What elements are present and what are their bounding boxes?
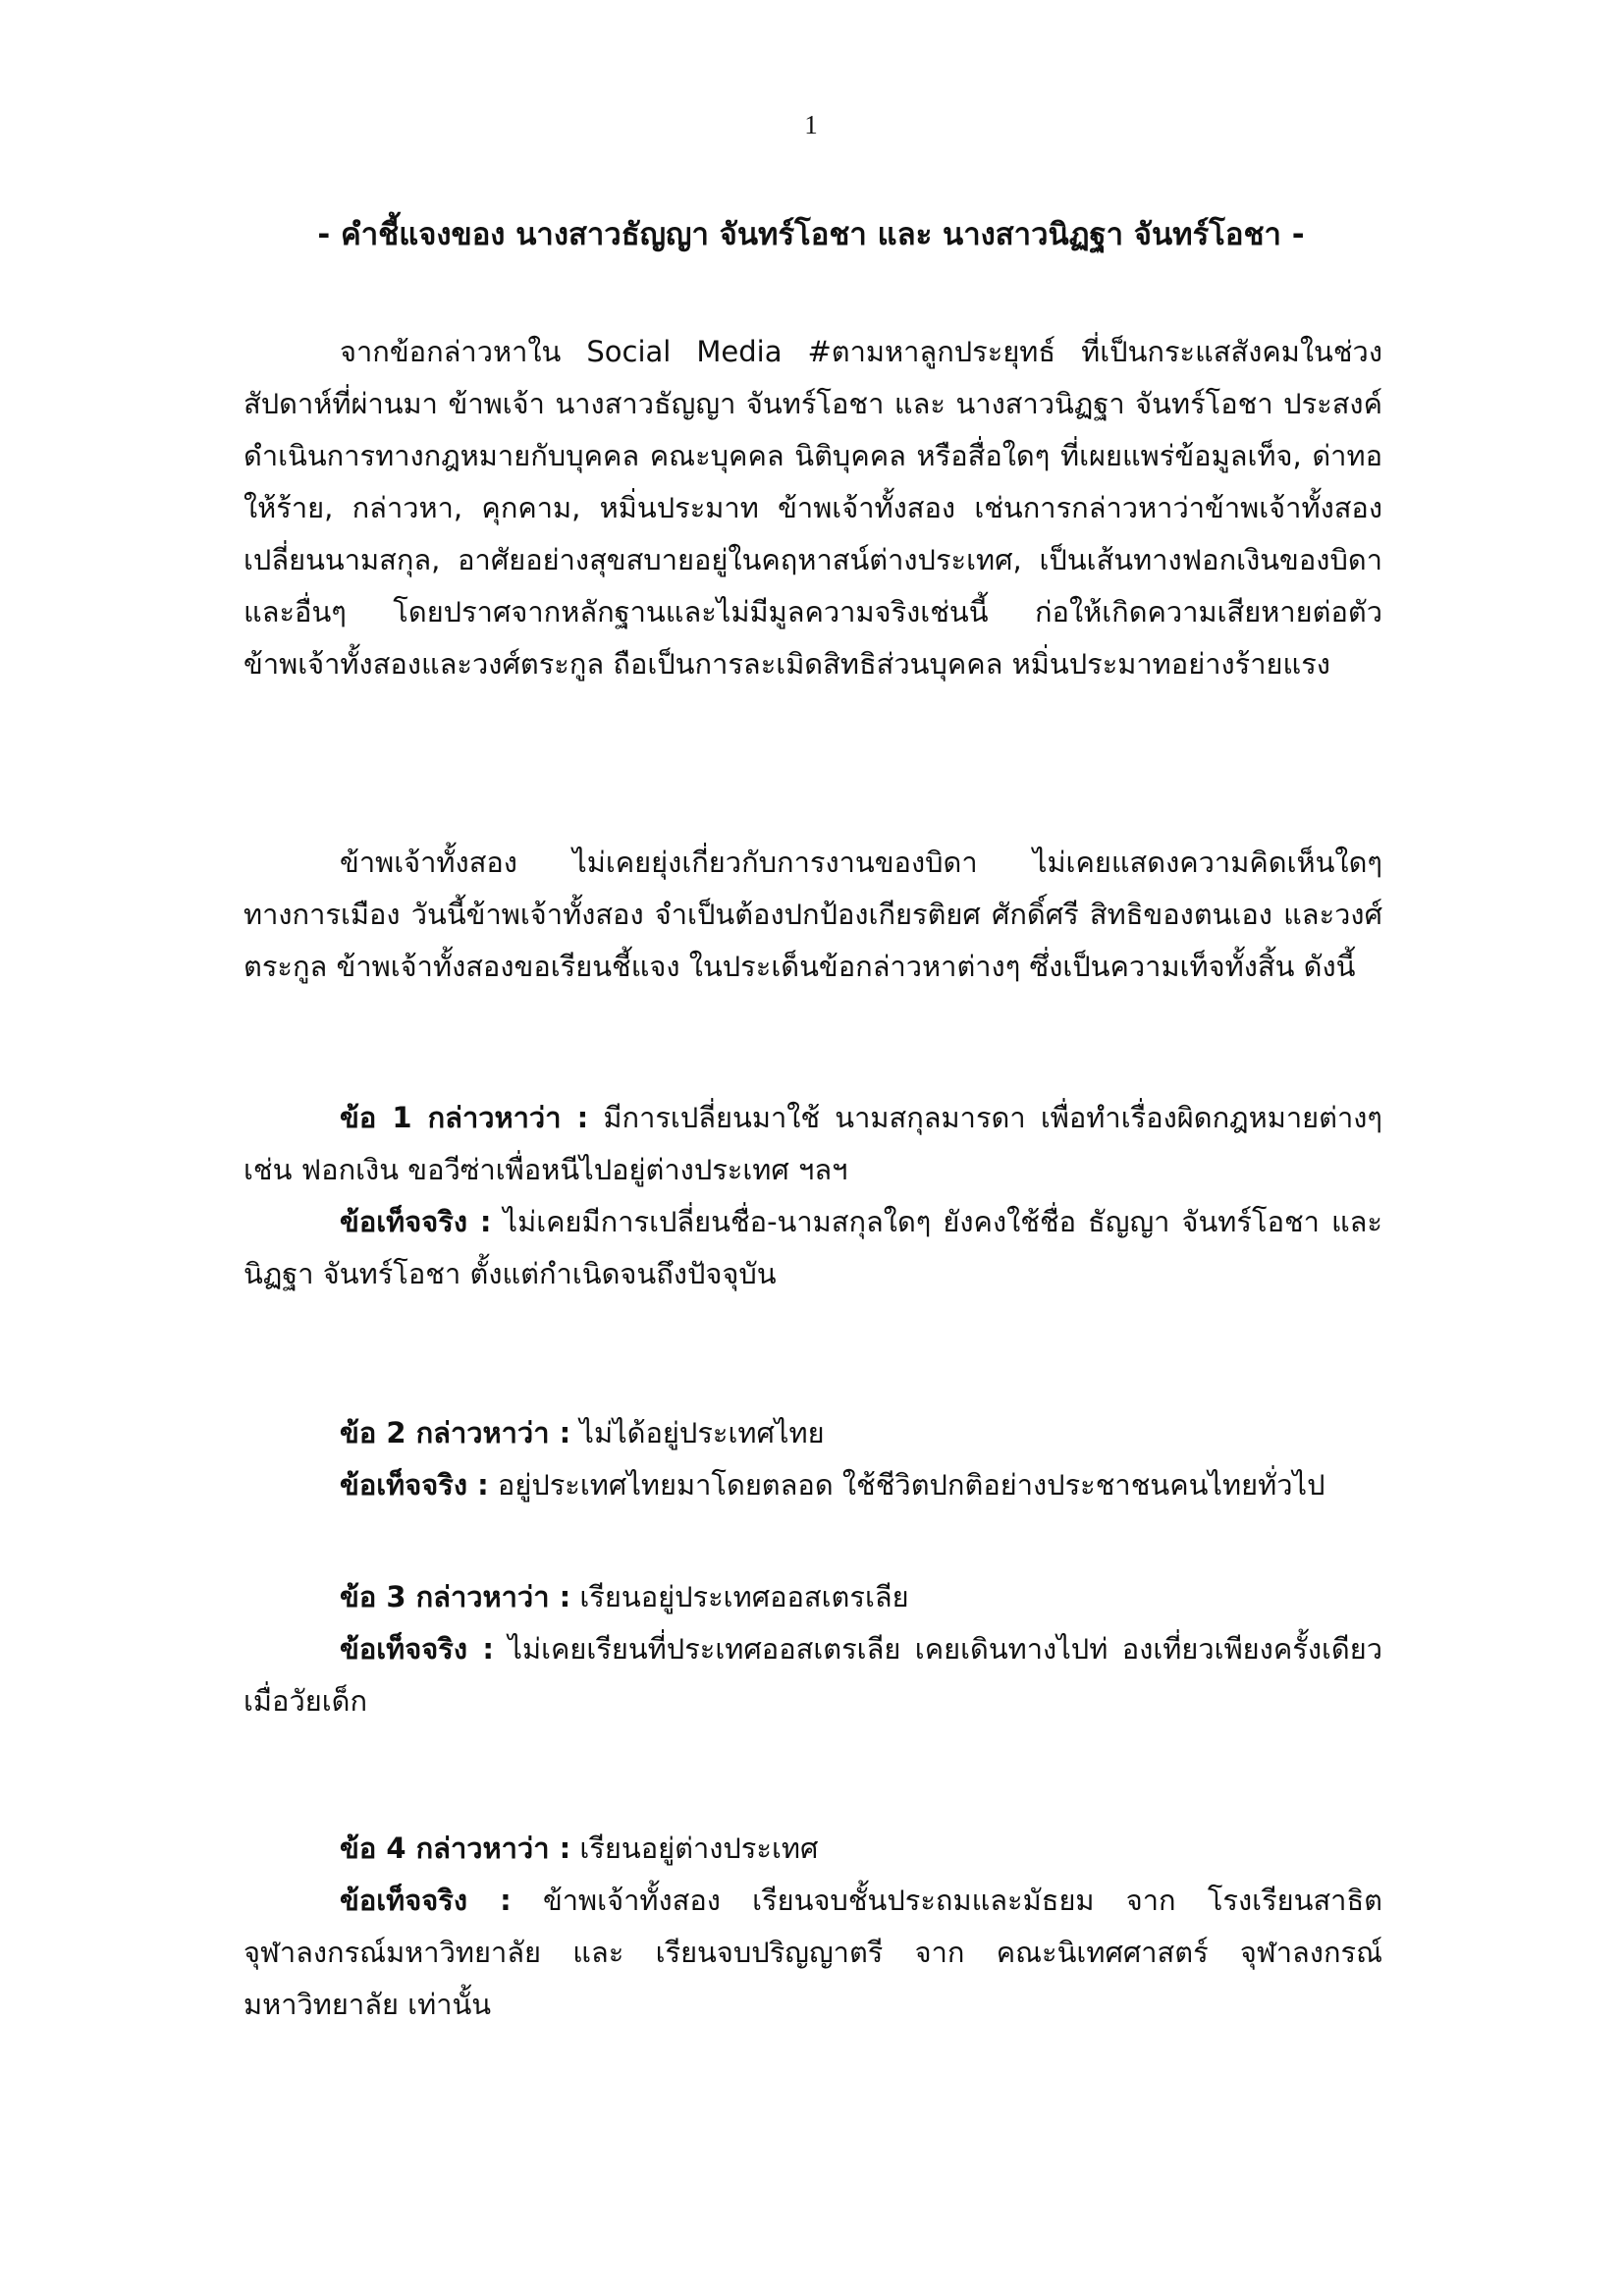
fact-label: ข้อเท็จจริง : xyxy=(340,1884,512,1917)
fact-line xyxy=(243,1875,1382,2031)
clause-1 xyxy=(243,1092,1382,1300)
allegation-text: เรียนอยู่ต่างประเทศ xyxy=(579,1831,819,1865)
fact-line xyxy=(243,1196,1382,1300)
fact-text: ไม่เคยเรียนที่ประเทศออสเตรเลีย เคยเดินทางไปท่ องเที่ยวเพียงครั้งเดียว เมื่อวัยเด็ก xyxy=(243,1632,1382,1718)
allegation-line xyxy=(243,1823,1382,1875)
fact-text: ข้าพเจ้าทั้งสอง เรียนจบชั้นประถมและมัธยม จาก โรงเรียนสาธิตจุฬาลงกรณ์มหาวิทยาลัย และ เรียนจบปริญญาตรี จาก คณะนิเทศศาสตร์ จุฬาลงกรณ์มหาวิทยาลัย เท่านั้น xyxy=(243,1884,1382,2021)
fact-label: ข้อเท็จจริง : xyxy=(340,1468,489,1502)
allegation-label: ข้อ 2 กล่าวหาว่า : xyxy=(340,1416,571,1449)
fact-line xyxy=(243,1623,1382,1727)
allegation-text: ไม่ได้อยู่ประเทศไทย xyxy=(579,1416,825,1449)
fact-label: ข้อเท็จจริง : xyxy=(340,1205,492,1238)
allegation-line xyxy=(243,1571,1382,1623)
allegation-text: เรียนอยู่ประเทศออสเตรเลีย xyxy=(579,1580,909,1613)
fact-line xyxy=(243,1459,1382,1511)
allegation-label: ข้อ 4 กล่าวหาว่า : xyxy=(340,1831,571,1865)
clause-4 xyxy=(243,1823,1382,2031)
document-title: - คำชี้แจงของ นางสาวธัญญา จันทร์โอชา และ นางสาวนิฏฐา จันทร์โอชา - xyxy=(317,217,1305,252)
fact-label: ข้อเท็จจริง : xyxy=(340,1632,494,1666)
fact-text: ไม่เคยมีการเปลี่ยนชื่อ-นามสกุลใดๆ ยังคงใช้ชื่อ ธัญญา จันทร์โอชา และ นิฏฐา จันทร์โอชา ตั้งแต่กำเนิดจนถึงปัจจุบัน xyxy=(243,1205,1383,1290)
allegation-label: ข้อ 1 กล่าวหาว่า : xyxy=(340,1101,589,1134)
fact-text: อยู่ประเทศไทยมาโดยตลอด ใช้ชีวิตปกติอย่างประชาชนคนไทยทั่วไป xyxy=(497,1468,1325,1502)
page-number: 1 xyxy=(804,110,818,139)
statement-paragraph: ข้าพเจ้าทั้งสอง ไม่เคยยุ่งเกี่ยวกับการงานของบิดา ไม่เคยแสดงความคิดเห็นใดๆ ทางการเมือง วันนี้ข้าพเจ้าทั้งสอง จำเป็นต้องปกป้องเกียรติยศ ศักดิ์ศรี สิทธิของตนเอง และวงศ์ตระกูล ข้าพเจ้าทั้งสองขอเรียนชี้แจง ในประเด็นข้อกล่าวหาต่างๆ ซึ่งเป็นความเท็จทั้งสิ้น ดังนี้ xyxy=(243,846,1382,983)
allegation-line xyxy=(243,1092,1382,1196)
allegation-line xyxy=(243,1407,1382,1459)
allegation-label: ข้อ 3 กล่าวหาว่า : xyxy=(340,1580,571,1613)
clause-2 xyxy=(243,1407,1382,1511)
clause-3 xyxy=(243,1571,1382,1727)
allegation-text: มีการเปลี่ยนมาใช้ นามสกุลมารดา เพื่อทำเรื่องผิดกฎหมายต่างๆ เช่น ฟอกเงิน ขอวีซ่าเพื่อหนีไปอยู่ต่างประเทศ ฯลฯ xyxy=(243,1101,1382,1186)
intro-paragraph: จากข้อกล่าวหาใน Social Media #ตามหาลูกประยุทธ์ ที่เป็นกระแสสังคมในช่วงสัปดาห์ที่ผ่านมา ข้าพเจ้า นางสาวธัญญา จันทร์โอชา และ นางสาวนิฏฐา จันทร์โอชา ประสงค์ดำเนินการทางกฎหมายกับบุคคล คณะบุคคล นิติบุคคล หรือสื่อใดๆ ที่เผยแพร่ข้อมูลเท็จ, ด่าทอให้ร้าย, กล่าวหา, คุกคาม, หมิ่นประมาท ข้าพเจ้าทั้งสอง เช่นการกล่าวหาว่าข้าพเจ้าทั้งสอง เปลี่ยนนามสกุล, อาศัยอย่างสุขสบายอยู่ในคฤหาสน์ต่างประเทศ, เป็นเส้นทางฟอกเงินของบิดาและอื่นๆ โดยปราศจากหลักฐานและไม่มีมูลความจริงเช่นนี้ ก่อให้เกิดความเสียหายต่อตัวข้าพเจ้าทั้งสองและวงศ์ตระกูล ถือเป็นการละเมิดสิทธิส่วนบุคคล หมิ่นประมาทอย่างร้ายแรง xyxy=(243,335,1382,681)
